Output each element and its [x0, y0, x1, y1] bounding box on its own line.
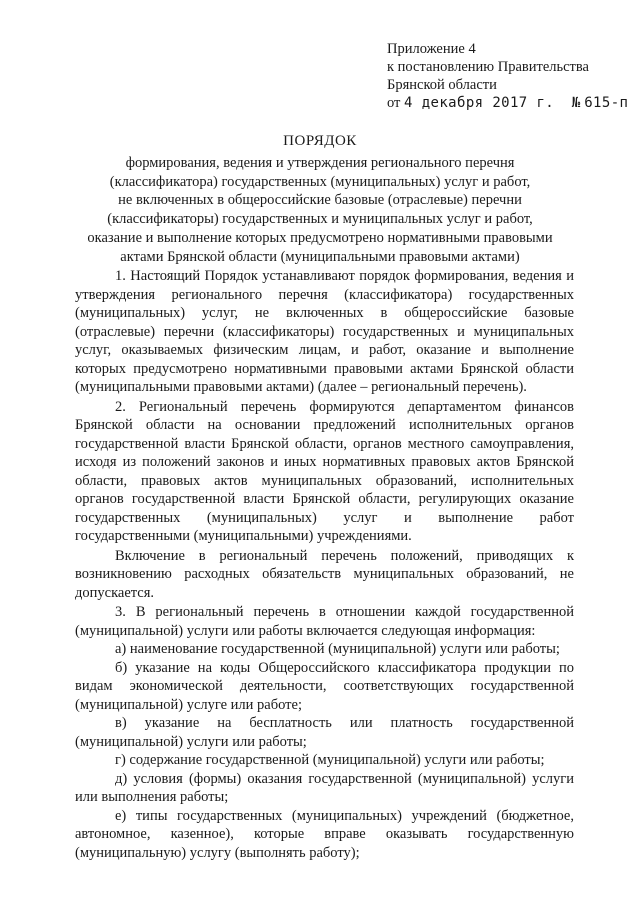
subtitle-line: оказание и выполнение которых предусмотрено нормативными правовыми: [87, 229, 553, 246]
paragraph-1: 1. Настоящий Порядок устанавливают порядок формирования, ведения и утверждения регионального перечня (классификатора) государственных (муниципальных) услуг, не включенных в общероссийские базовые (отраслевые) перечни (классификаторы) государственных и муниципальных услуг, оказываемых физическим лицам, и работ, оказание и выполнение которых предусмотрено нормативными правовыми актами Брянской области (муниципальными правовыми актами) (далее – региональный перечень).: [75, 268, 574, 395]
paragraph-2: 2. Региональный перечень формируются департаментом финансов Брянской области на основании предложений исполнительных органов государственной власти Брянской области, органов местного самоуправления, исходя из положений законов и иных нормативных правовых актов Брянской области, правовых актов муниципальных образований, исполнительных органов государственной власти Брянской области, регулирующих оказание государственных (муниципальных) услуг и выполнение работ государственными (муниципальными) учреждениями.: [75, 398, 574, 544]
appendix-date-line: [387, 94, 627, 112]
date-value: 4 декабря 2017 г.: [404, 95, 555, 111]
subtitle-line: (классификаторы) государственных и муниципальных услуг и работ,: [107, 211, 533, 228]
paragraph-3: 3. В региональный перечень в отношении каждой государственной (муниципальной) услуги или работы включается следующая информация:: [75, 604, 574, 639]
date-prefix: от: [387, 95, 401, 111]
appendix-label: Приложение 4: [387, 41, 476, 57]
document-subtitle: [80, 154, 560, 266]
number-value: 615-п: [584, 95, 629, 111]
list-item-b: б) указание на коды Общероссийского классификатора продукции по видам экономической деятельности, соответствующих государственной (муниципальной) услуге или работе;: [75, 659, 574, 713]
subtitle-line: (классификатора) государственных (муниципальных) услуг и работ,: [109, 173, 531, 190]
number-prefix: №: [571, 95, 581, 111]
document-title: ПОРЯДОК: [283, 133, 357, 149]
list-item-v: в) указание на бесплатность или платность государственной (муниципальной) услуги или работы;: [75, 715, 574, 750]
list-item-a: а) наименование государственной (муниципальной) услуги или работы;: [115, 641, 560, 657]
subtitle-line: формирования, ведения и утверждения регионального перечня: [125, 155, 515, 171]
appendix-region: Брянской области: [387, 77, 497, 93]
appendix-header: [387, 40, 627, 112]
appendix-resolution: к постановлению Правительства: [387, 59, 589, 75]
subtitle-line: актами Брянской области (муниципальными правовыми актами): [120, 248, 520, 265]
paragraph-2-note: Включение в региональный перечень положений, приводящих к возникновению расходных обязательств муниципальных образований, не допускается.: [75, 547, 574, 601]
document-body: [75, 267, 574, 862]
list-item-d: д) условия (формы) оказания государственной (муниципальной) услуги или выполнения работы;: [75, 770, 574, 805]
list-item-e: е) типы государственных (муниципальных) учреждений (бюджетное, автономное, казенное), которые вправе оказывать государственную (муниципальную) услугу (выполнять работу);: [75, 807, 574, 861]
list-item-g: г) содержание государственной (муниципальной) услуги или работы;: [115, 752, 545, 768]
subtitle-line: не включенных в общероссийские базовые (отраслевые) перечни: [118, 192, 522, 209]
